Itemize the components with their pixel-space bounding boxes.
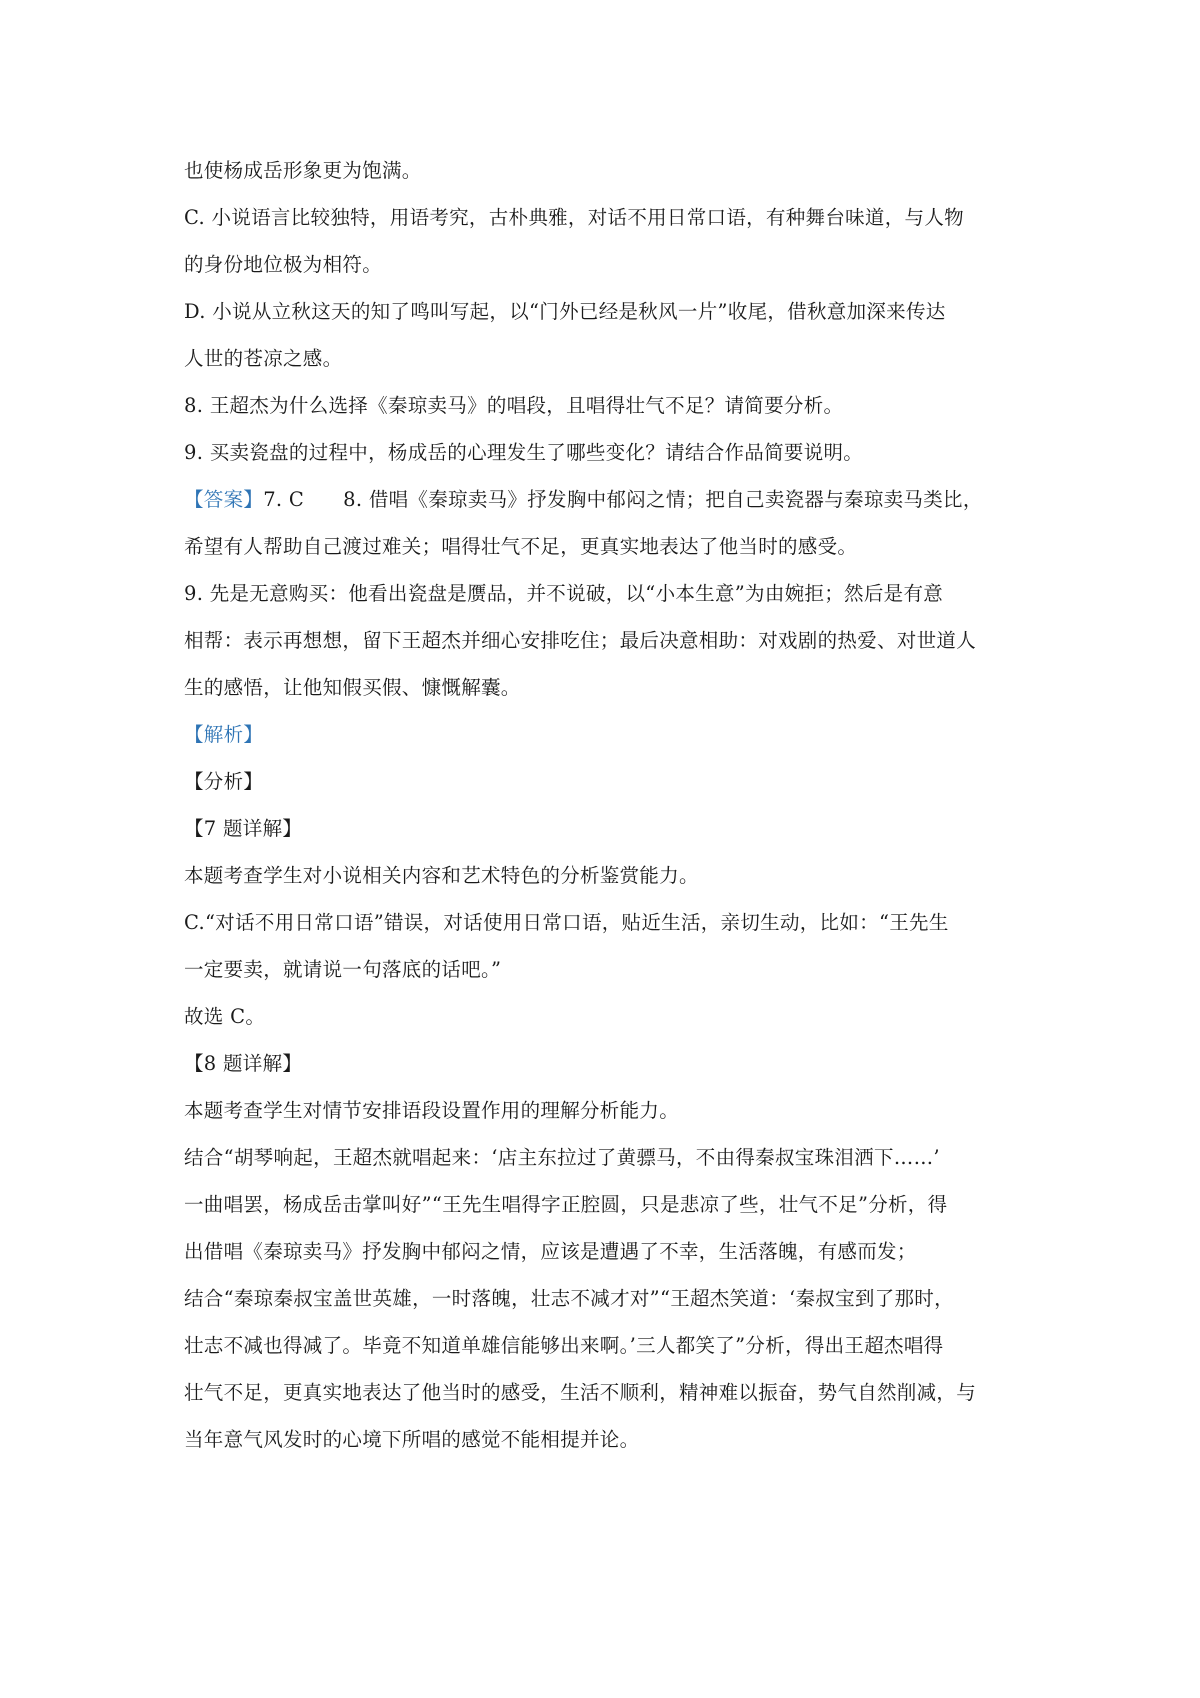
text-line: 本题考查学生对情节安排语段设置作用的理解分析能力。 xyxy=(184,1099,680,1122)
text-line: 结合“秦琼秦叔宝盖世英雄，一时落魄，壮志不减才对”“王超杰笑道：‘秦叔宝到了那时， xyxy=(184,1287,954,1310)
answer-text: 7. C 8. 借唱《秦琼卖马》抒发胸中郁闷之情；把自己卖瓷器与秦琼卖马类比， xyxy=(263,488,983,511)
text-line: 相帮：表示再想想，留下王超杰并细心安排吃住；最后决意相助：对戏剧的热爱、对世道人 xyxy=(184,629,977,652)
text-line: 一曲唱罢，杨成岳击掌叫好”“王先生唱得字正腔圆，只是悲凉了些，壮气不足”分析，得 xyxy=(184,1193,948,1216)
text-line: 当年意气风发时的心境下所唱的感觉不能相提并论。 xyxy=(184,1428,640,1451)
question-8: 8. 王超杰为什么选择《秦琼卖马》的唱段，且唱得壮气不足？请简要分析。 xyxy=(184,394,844,417)
text-line: 希望有人帮助自己渡过难关；唱得壮气不足，更真实地表达了他当时的感受。 xyxy=(184,535,858,558)
text-line: 生的感悟，让他知假买假、慷慨解囊。 xyxy=(184,676,521,699)
option-c: C. 小说语言比较独特，用语考究，古朴典雅，对话不用日常口语，有种舞台味道，与人物 xyxy=(184,206,964,229)
text-line: 也使杨成岳形象更为饱满。 xyxy=(184,159,422,182)
analysis-tag: 【解析】 xyxy=(184,723,264,746)
option-d: D. 小说从立秋这天的知了鸣叫写起，以“门外已经是秋风一片”收尾，借秋意加深来传达 xyxy=(184,300,946,323)
answer-line xyxy=(184,476,1034,523)
text-line: 故选 C。 xyxy=(184,1005,266,1028)
text-line: 一定要卖，就请说一句落底的话吧。” xyxy=(184,958,502,981)
analysis-heading: 【分析】 xyxy=(184,770,264,793)
document-page xyxy=(184,148,1034,1463)
text-line: 壮气不足，更真实地表达了他当时的感受，生活不顺利，精神难以振奋，势气自然削减，与 xyxy=(184,1381,977,1404)
q8-detail-heading: 【8 题详解】 xyxy=(184,1052,303,1075)
text-line: 出借唱《秦琼卖马》抒发胸中郁闷之情，应该是遭遇了不幸，生活落魄，有感而发； xyxy=(184,1240,917,1263)
text-line: 人世的苍凉之感。 xyxy=(184,347,343,370)
q7-detail-heading: 【7 题详解】 xyxy=(184,817,303,840)
text-line: 结合“胡琴响起，王超杰就唱起来：‘店主东拉过了黄骠马，不由得秦叔宝珠泪洒下……’ xyxy=(184,1146,940,1169)
question-9: 9. 买卖瓷盘的过程中，杨成岳的心理发生了哪些变化？请结合作品简要说明。 xyxy=(184,441,864,464)
text-line: 本题考查学生对小说相关内容和艺术特色的分析鉴赏能力。 xyxy=(184,864,699,887)
text-line: 壮志不减也得减了。毕竟不知道单雄信能够出来啊。’三人都笑了”分析，得出王超杰唱得 xyxy=(184,1334,944,1357)
text-line: 的身份地位极为相符。 xyxy=(184,253,383,276)
text-line: C.“对话不用日常口语”错误，对话使用日常口语，贴近生活，亲切生动，比如：“王先生 xyxy=(184,911,949,934)
answer-tag: 【答案】 xyxy=(184,488,264,511)
answer-9: 9. 先是无意购买：他看出瓷盘是赝品，并不说破，以“小本生意”为由婉拒；然后是有意 xyxy=(184,582,944,605)
